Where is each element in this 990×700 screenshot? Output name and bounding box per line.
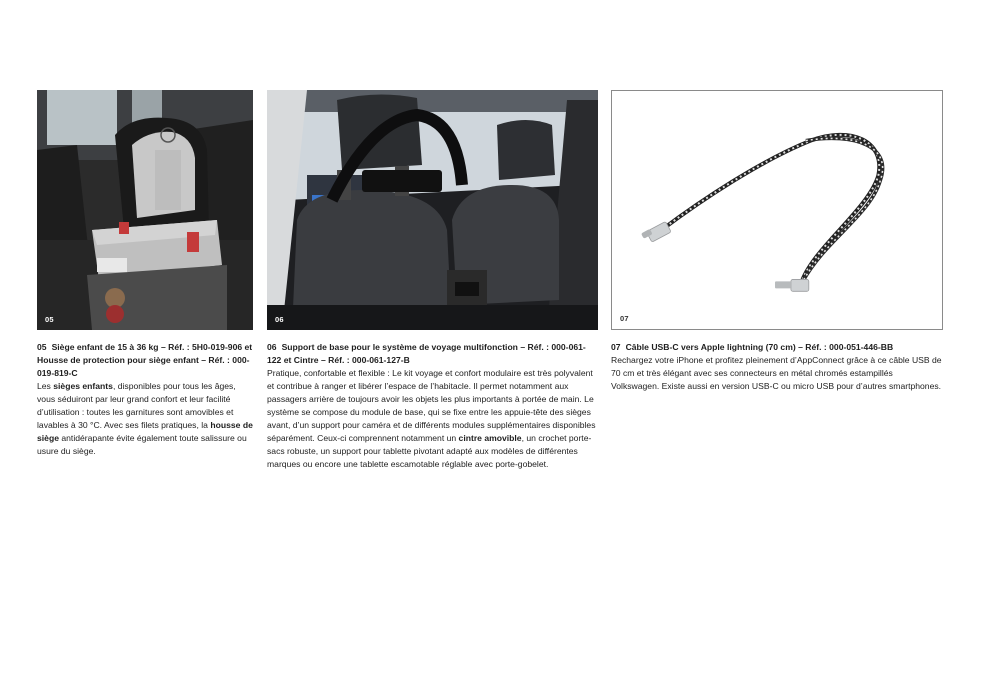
- body-text: Pratique, confortable et flexible : Le kit voyage et confort modulaire est très polyvalent et contribue à ranger et libérer l’espace de l’habitacle. Il permet notamment aux passagers arrière de toujours avoir les objets les plus importants à portée de main. Le système se compose du module de base, qui se fixe entre les appuie-tête des sièges avant, d’un support pour caméra et de différents modules supplémentaires disponibles séparément. Ceux-ci comprennent notamment un: [267, 368, 596, 443]
- travel-system-image: [267, 90, 598, 330]
- photo-travel-system: [267, 90, 598, 330]
- body-text: Rechargez votre iPhone et profitez pleinement d’AppConnect grâce à ce câble USB de 70 cm et très élégant avec ses connecteurs en métal chromés estampillés Volkswagen. Existe aussi en version USB-C ou micro USB pour d’autres smartphones.: [611, 355, 942, 391]
- caption-usb-cable: [611, 341, 943, 393]
- caption-child-seat: [37, 341, 253, 458]
- caption-title: Siège enfant de 15 à 36 kg – Réf. : 5H0-019-906 et Housse de protection pour siège enfant – Réf. : 000-019-819-C: [37, 342, 253, 378]
- caption-heading: [37, 341, 253, 380]
- photo-number: 06: [275, 315, 284, 324]
- caption-number: 07: [611, 342, 621, 352]
- body-text: , un crochet porte-sacs robuste, un support pour tablette pivotant adapté aux modèles de différentes marques ou encore une tablette escamotable réglable avec porte-gobelet.: [267, 433, 592, 469]
- body-bold: cintre amovible: [458, 433, 522, 443]
- caption-heading: [267, 341, 598, 367]
- body-text: , disponibles pour tous les âges, vous séduiront par leur grand confort et leur facilité d’utilisation : toutes les garnitures sont amovibles et lavables à 30 °C. Avec ses filets pratiques, la: [37, 381, 236, 430]
- photo-number: 07: [620, 314, 629, 323]
- body-bold: housse de siège: [37, 420, 253, 443]
- caption-travel-system: [267, 341, 598, 471]
- caption-number: 06: [267, 342, 277, 352]
- photo-number: 05: [45, 315, 54, 324]
- caption-number: 05: [37, 342, 47, 352]
- caption-body: [611, 354, 943, 393]
- caption-body: [267, 367, 598, 471]
- photo-child-seat: [37, 90, 253, 330]
- caption-heading: [611, 341, 943, 354]
- photo-usb-cable: [611, 90, 943, 330]
- body-text: antidérapante évite également toute salissure ou usure du siège.: [37, 433, 247, 456]
- caption-title: Câble USB-C vers Apple lightning (70 cm) – Réf. : 000-051-446-BB: [625, 342, 894, 352]
- caption-title: Support de base pour le système de voyage multifonction – Réf. : 000-061-122 et Cintre – Réf. : 000-061-127-B: [267, 342, 586, 365]
- child-seat-image: [37, 90, 253, 330]
- usb-cable-image: [612, 91, 942, 329]
- body-text: Les: [37, 381, 54, 391]
- caption-body: [37, 380, 253, 458]
- body-bold: sièges enfants: [53, 381, 113, 391]
